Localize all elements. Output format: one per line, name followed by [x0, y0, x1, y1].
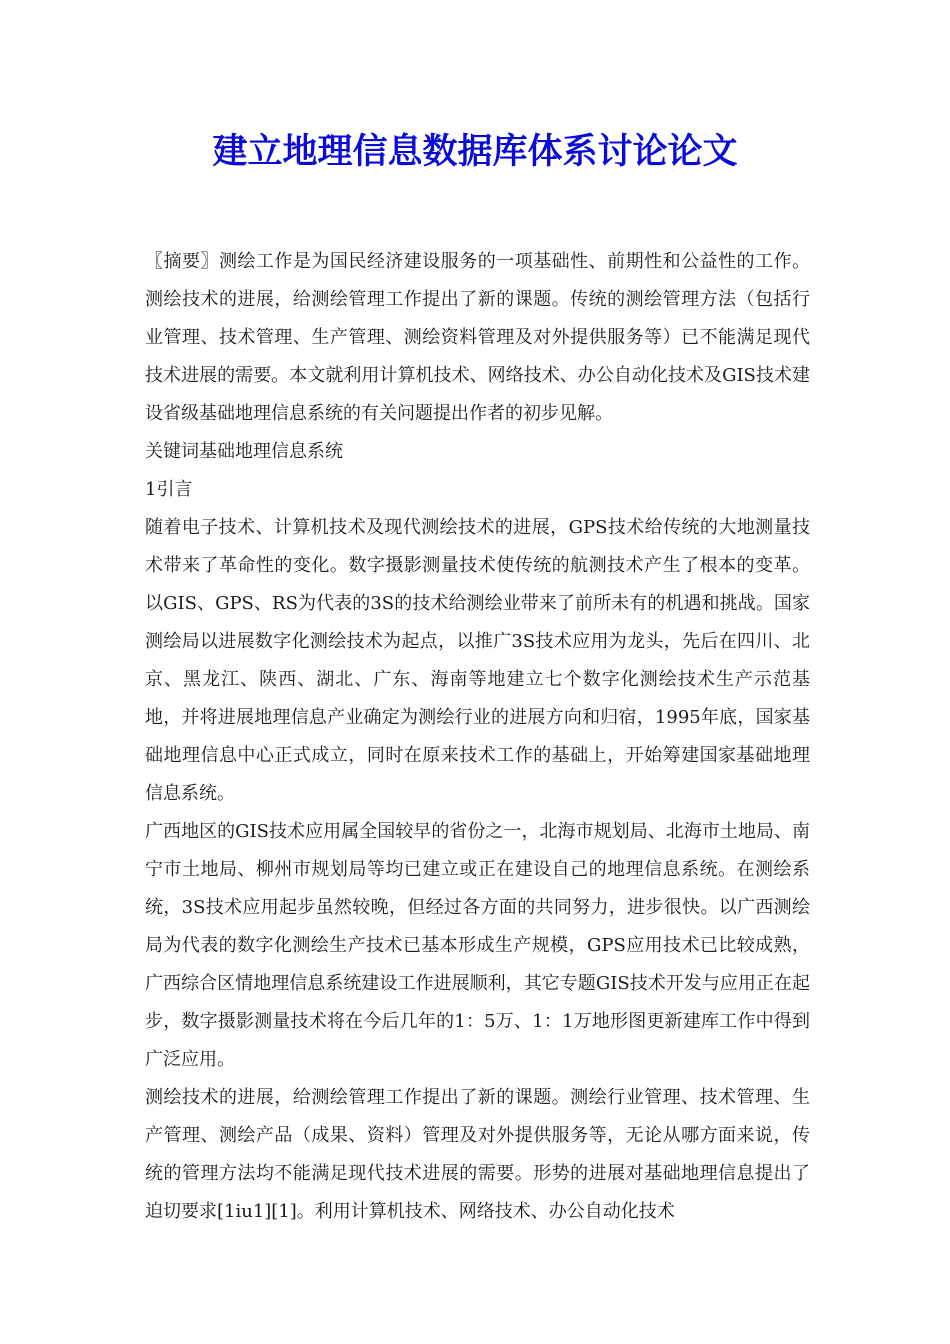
abstract-paragraph: 〖摘要〗测绘工作是为国民经济建设服务的一项基础性、前期性和公益性的工作。测绘技术的进展，给测绘管理工作提出了新的课题。传统的测绘管理方法（包括行业管理、技术管理、生产管理、测绘资料管理及对外提供服务等）已不能满足现代技术进展的需要。本文就利用计算机技术、网络技术、办公自动化技术及GIS技术建设省级基础地理信息系统的有关问题提出作者的初步见解。	[145, 251, 810, 424]
keywords-line: 关键词基础地理信息系统	[145, 441, 343, 462]
document-title: 建立地理信息数据库体系讨论论文	[212, 132, 738, 172]
body-paragraph: 随着电子技术、计算机技术及现代测绘技术的进展，GPS技术给传统的大地测量技术带来了革命性的变化。数字摄影测量技术使传统的航测技术产生了根本的变革。以GIS、GPS、RS为代表的3S的技术给测绘业带来了前所未有的机遇和挑战。国家测绘局以进展数字化测绘技术为起点，以推广3S技术应用为龙头，先后在四川、北京、黑龙江、陕西、湖北、广东、海南等地建立七个数字化测绘技术生产示范基地，并将进展地理信息产业确定为测绘行业的进展方向和归宿，1995年底，国家基础地理信息中心正式成立，同时在原来技术工作的基础上，开始筹建国家基础地理信息系统。	[145, 517, 810, 804]
body-paragraph: 测绘技术的进展，给测绘管理工作提出了新的课题。测绘行业管理、技术管理、生产管理、测绘产品（成果、资料）管理及对外提供服务等，无论从哪方面来说，传统的管理方法均不能满足现代技术进展的需要。形势的进展对基础地理信息提出了迫切要求[1iu1][1]。利用计算机技术、网络技术、办公自动化技术	[145, 1087, 810, 1222]
document-body	[145, 243, 810, 1231]
body-paragraph: 广西地区的GIS技术应用属全国较早的省份之一，北海市规划局、北海市土地局、南宁市土地局、柳州市规划局等均已建立或正在建设自己的地理信息系统。在测绘系统，3S技术应用起步虽然较晚，但经过各方面的共同努力，进步很快。以广西测绘局为代表的数字化测绘生产技术已基本形成生产规模，GPS应用技术已比较成熟，广西综合区情地理信息系统建设工作进展顺利，其它专题GIS技术开发与应用正在起步，数字摄影测量技术将在今后几年的1：5万、1：1万地形图更新建库工作中得到广泛应用。	[145, 821, 810, 1070]
section-heading-introduction: 1引言	[145, 479, 193, 500]
